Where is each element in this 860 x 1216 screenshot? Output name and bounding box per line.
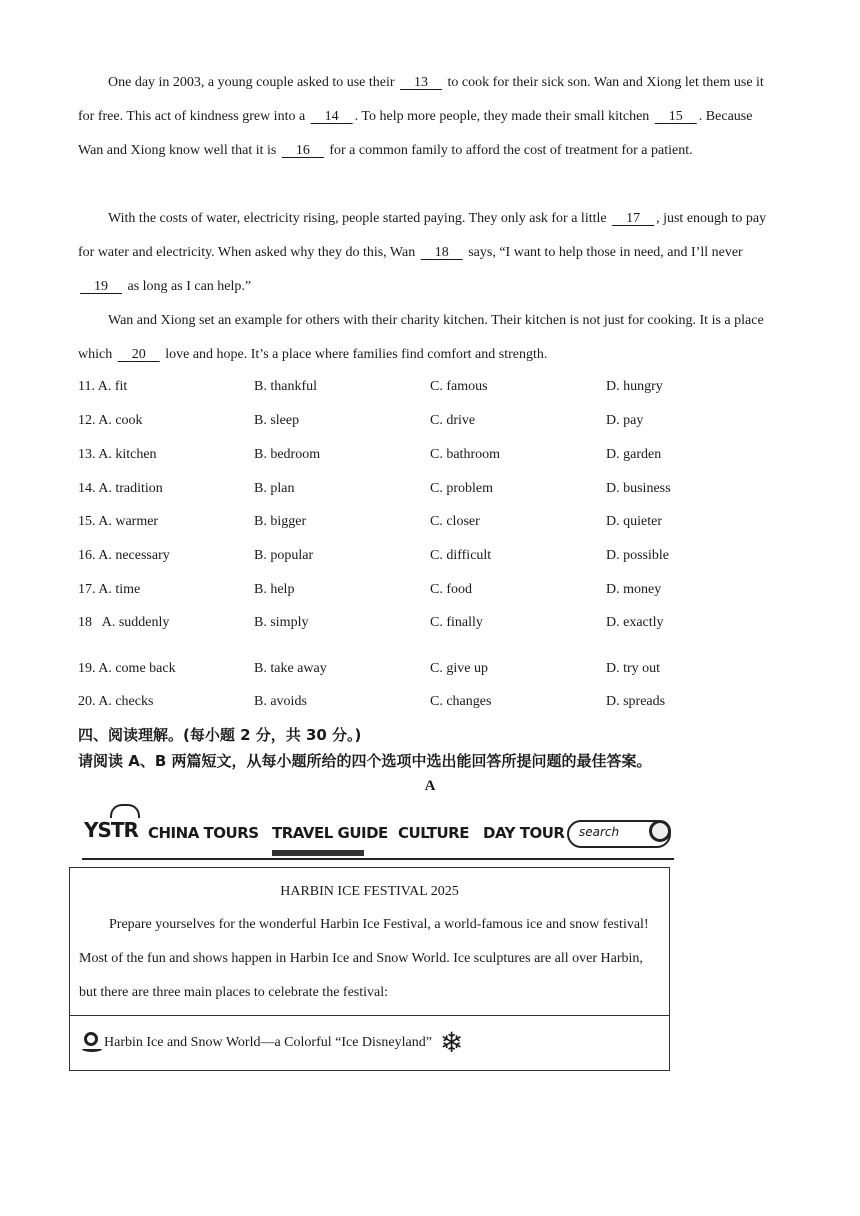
question-14-options bbox=[78, 481, 778, 501]
question-13-options bbox=[78, 447, 778, 467]
section-instruction: 请阅读 A、B 两篇短文，从每小题所给的四个选项中选出能回答所提问题的最佳答案。 bbox=[78, 752, 652, 770]
passage-paragraph-3 bbox=[78, 304, 778, 372]
festival-location-item bbox=[82, 1028, 463, 1058]
festival-title: HARBIN ICE FESTIVAL 2025 bbox=[280, 884, 459, 899]
option-d[interactable]: D. quieter bbox=[606, 514, 662, 529]
option-b[interactable]: B. bigger bbox=[254, 514, 307, 529]
passage-paragraph-2 bbox=[78, 202, 778, 304]
option-c[interactable]: C. drive bbox=[430, 413, 476, 428]
blank-17: 17 bbox=[626, 211, 641, 226]
option-c[interactable]: C. famous bbox=[430, 379, 488, 394]
question-16-options bbox=[78, 548, 778, 568]
option-d[interactable]: D. pay bbox=[606, 413, 644, 428]
passage-paragraph-1 bbox=[78, 66, 778, 168]
passage-text: Wan and Xiong set an example for others with their charity kitchen. Their kitchen is not just for cooking. It is a place which bbox=[78, 313, 764, 362]
blank-20: 20 bbox=[131, 347, 146, 362]
search-icon[interactable] bbox=[649, 820, 671, 842]
option-c[interactable]: C. difficult bbox=[430, 548, 492, 563]
option-a[interactable]: 19. A. come back bbox=[78, 661, 176, 676]
option-b[interactable]: B. sleep bbox=[254, 413, 300, 428]
website-banner bbox=[80, 800, 676, 866]
nav-day-tour[interactable]: DAY TOUR bbox=[483, 824, 565, 842]
blank-14: 14 bbox=[324, 109, 339, 124]
question-18-options bbox=[78, 615, 778, 635]
option-a[interactable]: 18 A. suddenly bbox=[78, 615, 170, 630]
option-b[interactable]: B. thankful bbox=[254, 379, 317, 394]
option-c[interactable]: C. closer bbox=[430, 514, 480, 529]
option-d[interactable]: D. money bbox=[606, 582, 662, 597]
question-20-options bbox=[78, 694, 778, 714]
passage-text: . To help more people, they made their small kitchen bbox=[354, 109, 653, 124]
option-a[interactable]: 13. A. kitchen bbox=[78, 447, 157, 462]
option-c[interactable]: C. finally bbox=[430, 615, 483, 630]
location-pin-icon bbox=[82, 1032, 102, 1054]
option-c[interactable]: C. problem bbox=[430, 481, 493, 496]
option-d[interactable]: D. garden bbox=[606, 447, 662, 462]
option-d[interactable]: D. possible bbox=[606, 548, 669, 563]
question-15-options bbox=[78, 514, 778, 534]
option-b[interactable]: B. plan bbox=[254, 481, 295, 496]
option-a[interactable]: 20. A. checks bbox=[78, 694, 154, 709]
question-11-options bbox=[78, 379, 778, 399]
option-a[interactable]: 16. A. necessary bbox=[78, 548, 170, 563]
option-d[interactable]: D. exactly bbox=[606, 615, 664, 630]
nav-china-tours[interactable]: CHINA TOURS bbox=[148, 824, 259, 842]
option-b[interactable]: B. take away bbox=[254, 661, 327, 676]
passage-text: . Because Wan and Xiong know well that it is bbox=[78, 109, 753, 158]
passage-text: One day in 2003, a young couple asked to use their bbox=[108, 75, 399, 90]
option-d[interactable]: D. hungry bbox=[606, 379, 663, 394]
passage-text: for a common family to afford the cost of treatment for a patient. bbox=[325, 143, 693, 158]
question-12-options bbox=[78, 413, 778, 433]
option-b[interactable]: B. avoids bbox=[254, 694, 307, 709]
passage-text: says, “I want to help those in need, and I’ll never bbox=[464, 245, 743, 260]
option-c[interactable]: C. give up bbox=[430, 661, 488, 676]
passage-text: , just enough to pay for water and electricity. When asked why they do this, Wan bbox=[78, 211, 767, 260]
site-logo[interactable]: YSTR bbox=[84, 818, 138, 842]
passage-text: With the costs of water, electricity rising, people started paying. They only ask for a little bbox=[108, 211, 611, 226]
question-17-options bbox=[78, 582, 778, 602]
nav-culture[interactable]: CULTURE bbox=[398, 824, 469, 842]
festival-info-box bbox=[69, 867, 670, 1071]
option-b[interactable]: B. popular bbox=[254, 548, 314, 563]
passage-text: love and hope. It’s a place where families find comfort and strength. bbox=[161, 347, 548, 362]
option-a[interactable]: 12. A. cook bbox=[78, 413, 143, 428]
option-b[interactable]: B. bedroom bbox=[254, 447, 321, 462]
festival-description: Prepare yourselves for the wonderful Harbin Ice Festival, a world-famous ice and snow festival! Most of the fun and shows happen in Harbin Ice and Snow World. Ice sculptures are all over Harbin, but there are three main places to celebrate the festival: bbox=[79, 917, 649, 1000]
passage-text: as long as I can help.” bbox=[124, 279, 252, 294]
option-b[interactable]: B. simply bbox=[254, 615, 309, 630]
option-c[interactable]: C. food bbox=[430, 582, 472, 597]
option-c[interactable]: C. changes bbox=[430, 694, 492, 709]
passage-label: A bbox=[424, 778, 436, 794]
passage-text: to cook for their sick son. Wan and Xiong let them use it for free. This act of kindness grew into a bbox=[78, 75, 764, 124]
option-c[interactable]: C. bathroom bbox=[430, 447, 500, 462]
option-b[interactable]: B. help bbox=[254, 582, 295, 597]
blank-16: 16 bbox=[295, 143, 310, 158]
option-a[interactable]: 11. A. fit bbox=[78, 379, 128, 394]
blank-13: 13 bbox=[414, 75, 429, 90]
section-heading: 四、阅读理解。(每小题 2 分，共 30 分。) bbox=[78, 726, 362, 744]
location-name: Harbin Ice and Snow World—a Colorful “Ice Disneyland” bbox=[104, 1035, 432, 1050]
banner-divider bbox=[82, 858, 674, 860]
logo-decoration bbox=[110, 804, 140, 818]
search-label: search bbox=[579, 825, 620, 839]
search-box[interactable] bbox=[567, 820, 671, 848]
option-d[interactable]: D. spreads bbox=[606, 694, 666, 709]
option-a[interactable]: 14. A. tradition bbox=[78, 481, 163, 496]
nav-travel-guide[interactable]: TRAVEL GUIDE bbox=[272, 824, 388, 842]
question-19-options bbox=[78, 661, 778, 681]
option-d[interactable]: D. try out bbox=[606, 661, 661, 676]
blank-19: 19 bbox=[94, 279, 108, 294]
snowflake-icon: ❄ bbox=[439, 1026, 464, 1059]
option-d[interactable]: D. business bbox=[606, 481, 671, 496]
box-divider bbox=[70, 1015, 669, 1016]
nav-active-indicator bbox=[272, 850, 364, 856]
blank-15: 15 bbox=[668, 109, 683, 124]
blank-18: 18 bbox=[434, 245, 449, 260]
option-a[interactable]: 15. A. warmer bbox=[78, 514, 159, 529]
option-a[interactable]: 17. A. time bbox=[78, 582, 141, 597]
